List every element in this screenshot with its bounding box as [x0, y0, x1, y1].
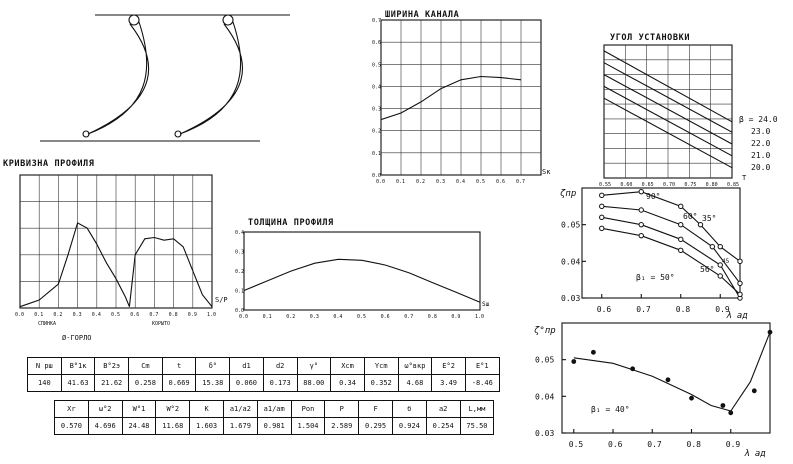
loss-bottom-point [689, 396, 694, 401]
table-2-header-cell: F [359, 401, 393, 418]
setting-angle-ticks [599, 182, 739, 188]
loss-top-point [679, 204, 683, 208]
channel-width-chart [372, 10, 551, 185]
channel-width-xtick: 0.3 [436, 179, 446, 185]
channel-width-ytick: 0.5 [372, 62, 382, 69]
loss-top-point [718, 274, 722, 278]
loss-top-annotation-5: 45 [722, 258, 730, 265]
thickness-ytick: 0.3 [235, 249, 245, 256]
loss-bottom-xtick: 0.9 [725, 440, 741, 449]
table-2-header-cell: Pon [291, 401, 325, 418]
curvature-xtick: 0.0 [15, 312, 25, 318]
loss-top-xtick: 0.8 [675, 305, 691, 314]
table-1-header-cell: d1 [230, 358, 264, 375]
table-2-value-cell: 1.504 [291, 418, 325, 435]
beta-legend-1: 23.0 [751, 127, 771, 136]
thickness-xtick: 0.0 [239, 314, 249, 320]
table-2-value-cell: 75.50 [460, 418, 494, 435]
loss-top-point [738, 281, 742, 285]
blade-2-profile [180, 22, 242, 134]
loss-bottom-ytick: 0.05 [535, 355, 555, 365]
loss-top-point [600, 215, 604, 219]
channel-width-xtick: 0.7 [516, 179, 526, 185]
loss-top-ytick: 0.03 [561, 294, 581, 303]
loss-top-lines [600, 189, 743, 300]
table-1-header-cell: B°1к [61, 358, 95, 375]
thickness-xtick: 0.1 [262, 314, 272, 320]
table-2-header-cell: P [325, 401, 359, 418]
channel-width-ytick: 0.4 [372, 84, 382, 91]
table-2-value-cell: 24.48 [122, 418, 156, 435]
loss-top-series-50° [602, 228, 740, 294]
loss-top-annotation-4: 56° [700, 265, 715, 274]
curvature-xtick: 0.3 [72, 312, 82, 318]
zeta-bottom-label: ζ°пр [534, 326, 556, 336]
thickness-ytick: 0.0 [235, 308, 245, 314]
thickness-xtick: 0.7 [404, 314, 414, 320]
channel-width-ytick: 0.6 [372, 40, 382, 47]
lambda-top-label: λ ад [726, 311, 748, 321]
table-2-header-cell: б [392, 401, 426, 418]
channel-width-xtick: 0.6 [496, 179, 506, 185]
curvature-xlabel: S/P [215, 296, 228, 304]
zeta-top-label: ζпр [560, 189, 577, 199]
setting-angle-xtick: 0.55 [599, 182, 612, 188]
loss-top-point [718, 244, 722, 248]
loss-top-point [639, 208, 643, 212]
thickness-curve [244, 259, 480, 302]
blade-1-leading-edge [129, 15, 139, 25]
loss-top-point [600, 204, 604, 208]
table-1-header-cell: γ° [297, 358, 331, 375]
curvature-xtick: 0.1 [34, 312, 44, 318]
loss-bottom-point [571, 359, 576, 364]
channel-width-title: ШИРИНА КАНАЛА [385, 10, 460, 20]
thickness-frame [244, 232, 480, 310]
table-2-value-row [55, 418, 494, 435]
setting-angle-chart [599, 33, 778, 188]
curvature-xtick: 0.9 [187, 312, 197, 318]
table-2-header-cell: a1/a2 [223, 401, 257, 418]
table-1-value-cell: 0.060 [230, 375, 264, 392]
beta-legend-4: 20.0 [751, 163, 771, 172]
channel-width-ytick: 0.0 [372, 173, 382, 179]
throat-label: Ø-ГОРЛО [62, 334, 92, 342]
loss-bottom-point [721, 403, 726, 408]
thickness-xtick: 0.5 [357, 314, 367, 320]
loss-bottom-point [752, 388, 757, 393]
table-1-value-cell: -8.46 [465, 375, 499, 392]
beta-legend-0: β = 24.0 [739, 115, 778, 124]
table-1-value-cell: 0.669 [162, 375, 196, 392]
channel-width-curve [381, 77, 521, 120]
table-2-header-row [55, 401, 494, 418]
table-1-header-cell: δ° [196, 358, 230, 375]
loss-chart-bottom [534, 323, 772, 459]
loss-top-ytick: 0.04 [561, 257, 581, 267]
setting-angle-xtick: 0.60 [620, 182, 633, 188]
table-1-value-cell: 21.62 [95, 375, 129, 392]
table-1-value-cell: 0.173 [263, 375, 297, 392]
blade-1-profile [88, 22, 149, 134]
lambda-bottom-label: λ ад [744, 449, 766, 459]
table-1-value-cell: 4.68 [398, 375, 432, 392]
table-1-header-cell: Xcm [331, 358, 365, 375]
thickness-xtick: 0.2 [286, 314, 296, 320]
loss-top-point [679, 237, 683, 241]
blade-cascade-sketch [40, 15, 290, 141]
loss-top-point [679, 222, 683, 226]
setting-angle-xtick: 0.70 [663, 182, 676, 188]
loss-top-point [710, 244, 714, 248]
curvature-grid [20, 175, 212, 308]
thickness-title: ТОЛЩИНА ПРОФИЛЯ [248, 218, 334, 228]
table-1-value-cell: 0.352 [364, 375, 398, 392]
table-2-value-cell: 0.295 [359, 418, 393, 435]
table-1-value-cell: 0.258 [129, 375, 163, 392]
loss-bottom-frame [562, 323, 770, 433]
table-2-value-cell: 11.68 [156, 418, 190, 435]
loss-top-point [679, 248, 683, 252]
loss-top-annotation-0: 90° [646, 192, 661, 201]
loss-top-ytick: 0.05 [561, 220, 581, 230]
table-2-header-cell: W°1 [122, 401, 156, 418]
table-2-value-cell: 0.570 [55, 418, 89, 435]
channel-width-ytick: 0.2 [372, 128, 382, 135]
table-2-value-cell: 0.254 [426, 418, 460, 435]
setting-angle-title: УГОЛ УСТАНОВКИ [610, 33, 691, 43]
beta-legend-3: 21.0 [751, 151, 771, 160]
thickness-ytick: 0.1 [235, 288, 245, 295]
blade-2-leading-edge [223, 15, 233, 25]
setting-angle-xtick: 0.65 [641, 182, 654, 188]
loss-top-annotation-2: 35° [702, 214, 717, 223]
curvature-title: КРИВИЗНА ПРОФИЛЯ [3, 159, 95, 169]
loss-top-point [639, 189, 643, 193]
channel-width-ytick: 0.3 [372, 106, 382, 113]
channel-width-ticks [372, 18, 525, 185]
table-1-header-cell: d2 [263, 358, 297, 375]
thickness-xtick: 0.8 [427, 314, 437, 320]
table-1-header-cell: E°1 [465, 358, 499, 375]
table-1-value-cell: 3.49 [432, 375, 466, 392]
thickness-xtick: 0.9 [451, 314, 461, 320]
thickness-xtick: 1.0 [475, 314, 485, 320]
table-1-value-cell: 15.38 [196, 375, 230, 392]
parameters-table-1 [27, 357, 500, 392]
table-1-value-cell: 41.63 [61, 375, 95, 392]
table-2-value-cell: 1.679 [223, 418, 257, 435]
loss-bottom-point [666, 377, 671, 382]
loss-bottom-xtick: 0.5 [568, 440, 584, 449]
table-1-header-cell: t [162, 358, 196, 375]
thickness-chart [235, 218, 490, 320]
thickness-ytick: 0.2 [235, 269, 245, 275]
table-1-header-cell: E°2 [432, 358, 466, 375]
loss-top-series-90° [602, 192, 740, 262]
table-1-value-cell: 140 [28, 375, 62, 392]
curvature-xtick: 0.8 [168, 312, 178, 318]
setting-angle-xlabel: T [742, 174, 747, 182]
table-2-value-cell: 0.981 [257, 418, 291, 435]
curvature-chart [3, 159, 228, 342]
loss-bottom-ytick: 0.03 [535, 429, 555, 438]
table-2-header-cell: Xr [55, 401, 89, 418]
setting-angle-xtick: 0.85 [727, 182, 740, 188]
channel-width-xtick: 0.5 [476, 179, 486, 185]
curvature-xtick: 0.2 [53, 312, 63, 318]
table-2-header-cell: a1/am [257, 401, 291, 418]
loss-top-point [600, 226, 604, 230]
loss-bottom-point [591, 350, 596, 355]
thickness-ytick: 0.4 [235, 230, 245, 236]
loss-top-point [698, 222, 702, 226]
channel-width-xtick: 0.4 [456, 179, 466, 185]
loss-top-point [738, 259, 742, 263]
loss-top-xtick: 0.7 [636, 305, 651, 314]
table-2-value-cell: 2.589 [325, 418, 359, 435]
loss-bottom-ticks [535, 356, 740, 449]
table-1-value-cell: 88.00 [297, 375, 331, 392]
table-1-header-cell: Cm [129, 358, 163, 375]
channel-width-xtick: 0.0 [376, 179, 386, 185]
loss-bottom-xtick: 0.7 [647, 440, 662, 449]
channel-width-ytick: 0.1 [372, 150, 382, 157]
loss-top-point [639, 222, 643, 226]
loss-top-annotation-1: 60° [683, 212, 698, 221]
loss-top-point [600, 193, 604, 197]
setting-angle-xtick: 0.75 [684, 182, 697, 188]
curvature-xtick: 0.5 [111, 312, 121, 318]
table-1-value-row [28, 375, 500, 392]
table-1-header-cell: B°2э [95, 358, 129, 375]
channel-width-xlabel: Sк [542, 168, 551, 176]
loss-bottom-point [728, 410, 733, 415]
beta-legend-2: 22.0 [751, 139, 771, 148]
table-1-value-cell: 0.34 [331, 375, 365, 392]
curvature-xtick: 0.6 [130, 312, 140, 318]
curvature-ticks [15, 312, 216, 318]
channel-width-grid [381, 20, 541, 175]
table-2-header-cell: L,мм [460, 401, 494, 418]
table-2-value-cell: 0.924 [392, 418, 426, 435]
thickness-xtick: 0.4 [333, 314, 343, 320]
loss-top-series-35° [602, 217, 740, 298]
curvature-xtick: 0.7 [149, 312, 159, 318]
back-label: СПИНКА [38, 321, 57, 327]
channel-width-xtick: 0.2 [416, 179, 426, 185]
table-2-header-cell: W°2 [156, 401, 190, 418]
table-1-header-row [28, 358, 500, 375]
channel-width-ytick: 0.7 [372, 18, 382, 24]
table-2-header-cell: a2 [426, 401, 460, 418]
thickness-xlabel: Sш [482, 301, 490, 308]
loss-chart-top [560, 188, 748, 321]
loss-top-point [738, 292, 742, 296]
table-1-header-cell: N рш [28, 358, 62, 375]
thickness-xtick: 0.6 [380, 314, 390, 320]
loss-bottom-point [630, 366, 635, 371]
curvature-xtick: 1.0 [207, 312, 217, 318]
loss-bottom-point [768, 330, 773, 335]
loss-top-point [639, 233, 643, 237]
thickness-xtick: 0.3 [309, 314, 319, 320]
parameters-table-2 [54, 400, 494, 435]
loss-bottom-fit-curve [574, 332, 770, 411]
thickness-ticks [235, 230, 484, 320]
loss-bottom-points [571, 330, 772, 415]
loss-bottom-ytick: 0.04 [535, 392, 555, 402]
loss-bottom-xtick: 0.6 [608, 440, 623, 449]
trough-label: КОРЫТО [152, 321, 171, 327]
curvature-xtick: 0.4 [91, 312, 101, 318]
loss-bottom-annotation: β₁ = 40° [591, 405, 630, 414]
loss-bottom-xtick: 0.8 [686, 440, 701, 449]
loss-top-xtick: 0.6 [596, 305, 612, 314]
table-2-value-cell: 1.603 [190, 418, 224, 435]
table-1-header-cell: Ycm [364, 358, 398, 375]
table-2-header-cell: K [190, 401, 224, 418]
loss-top-annotation-3: β₁ = 50° [636, 273, 675, 282]
loss-top-xtick: 0.9 [715, 305, 730, 314]
table-1-header-cell: ω°вкр [398, 358, 432, 375]
channel-width-xtick: 0.1 [396, 179, 406, 185]
table-2-value-cell: 4.696 [88, 418, 122, 435]
setting-angle-xtick: 0.80 [705, 182, 718, 188]
table-2-header-cell: ω°2 [88, 401, 122, 418]
